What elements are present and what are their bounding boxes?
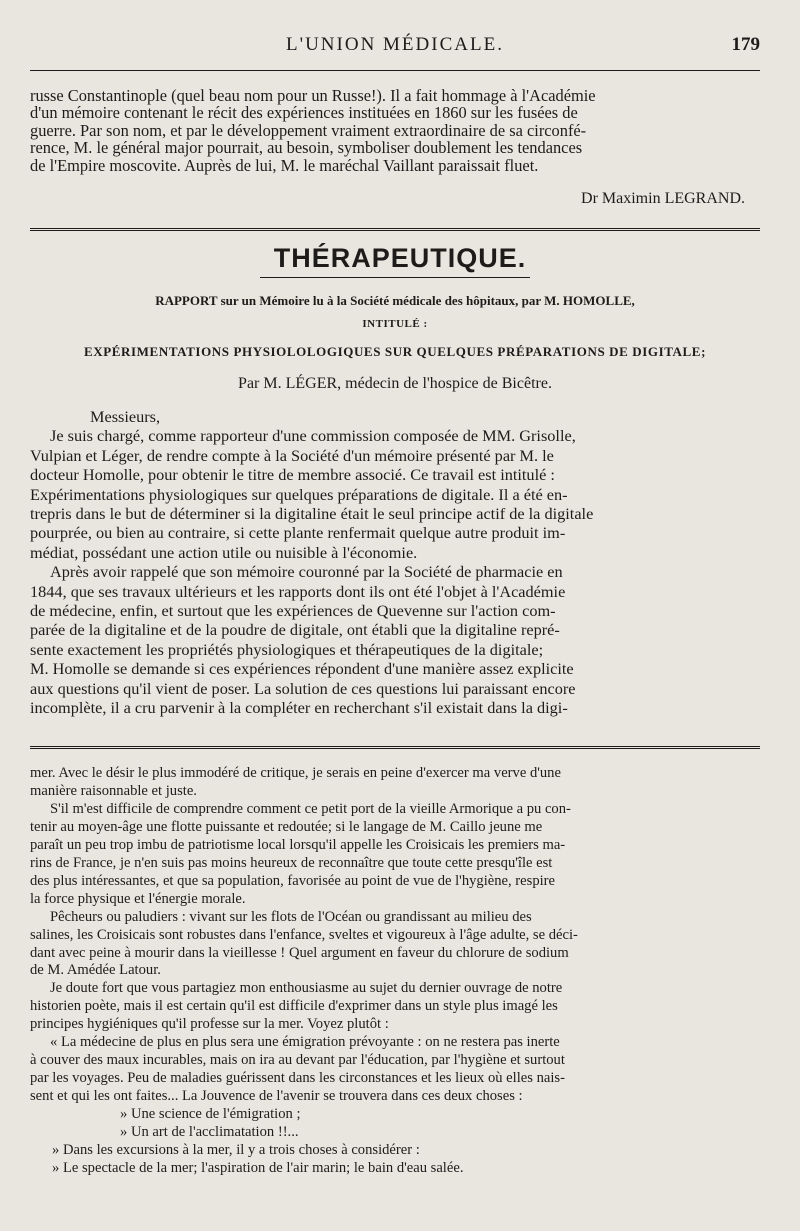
text-line: mer. Avec le désir le plus immodéré de critique, je serais en peine d'exercer ma verve d'une xyxy=(30,765,561,781)
text-line: M. Homolle se demande si ces expériences répondent d'une manière assez explicite xyxy=(30,659,574,679)
text-line: Pêcheurs ou paludiers : vivant sur les flots de l'Océan ou grandissant au milieu des xyxy=(50,908,532,925)
text-line: parée de la digitaline et de la poudre de digitale, ont établi que la digitaline repré- xyxy=(30,620,560,640)
text-line: sent et qui les ont faites... La Jouvence de l'avenir se trouvera dans ces deux choses : xyxy=(30,1088,523,1105)
top-paragraph xyxy=(30,87,760,174)
text-line: aux questions qu'il vient de poser. La solution de ces questions lui paraissant encore xyxy=(30,678,576,698)
text-line: historien poète, mais il est certain qu'il est difficile d'exprimer dans un style plus imagé les xyxy=(30,998,558,1015)
text-line: Je suis chargé, comme rapporteur d'une commission composée de MM. Grisolle, xyxy=(50,426,576,446)
text-line: de médecine, enfin, et surtout que les expériences de Quevenne sur l'action com- xyxy=(30,601,556,621)
text-line: la force physique et l'énergie morale. xyxy=(30,890,246,907)
text-line: des plus intéressantes, et que sa population, favorisée au point de vue de l'hygiène, respire xyxy=(30,872,556,889)
text-line: « La médecine de plus en plus sera une émigration prévoyante : on ne restera pas inerte xyxy=(50,1034,560,1051)
text-line: paraît un peu trop imbu de patriotisme local lorsqu'il appelle les Croisicais les premiers ma- xyxy=(30,836,566,853)
text-line: manière raisonnable et juste. xyxy=(30,782,197,799)
text-line: rins de France, je n'en suis pas moins heureux de reconnaître que toute cette presqu'île est xyxy=(30,854,553,871)
text-line: incomplète, il a cru parvenir à la compléter en recherchant s'il existait dans la digi- xyxy=(30,698,568,718)
text-line: » Un art de l'acclimatation !!... xyxy=(120,1124,299,1141)
text-line: principes hygiéniques qu'il professe sur la mer. Voyez plutôt : xyxy=(30,1016,389,1033)
section-divider xyxy=(30,228,760,234)
text-line: Expérimentations physiologiques sur quelques préparations de digitale. Il a été en- xyxy=(30,484,568,504)
text-line: par les voyages. Peu de maladies guérissent dans les circonstances et les lieux où elles nais- xyxy=(30,1070,565,1087)
page-number: 179 xyxy=(731,34,760,55)
text-line: tenir au moyen-âge une flotte puissante et redoutée; si le langage de M. Caillo jeune me xyxy=(30,818,543,835)
feuilleton-text xyxy=(30,765,760,1178)
header-rule xyxy=(30,70,760,71)
report-body xyxy=(30,407,760,718)
text-line: Après avoir rappelé que son mémoire couronné par la Société de pharmacie en xyxy=(50,562,563,582)
text-line: à couver des maux incurables, mais on ira au devant par l'éducation, par l'hygiène et surtout xyxy=(30,1052,565,1069)
memoir-title: EXPÉRIMENTATIONS PHYSIOLOLOGIQUES SUR QUELQUES PRÉPARATIONS DE DIGITALE; xyxy=(83,344,707,359)
text-line: Je doute fort que vous partagiez mon enthousiasme au sujet du dernier ouvrage de notre xyxy=(50,980,563,997)
text-line: guerre. Par son nom, et par le développement vraiment extraordinaire de sa circonfé- xyxy=(30,120,587,140)
running-title: L'UNION MÉDICALE. xyxy=(286,34,504,55)
text-line: » Dans les excursions à la mer, il y a trois choses à considérer : xyxy=(52,1142,420,1159)
text-line: Vulpian et Léger, de rendre compte à la Société d'un mémoire présenté par M. le xyxy=(30,445,554,465)
text-line: docteur Homolle, pour obtenir le titre de membre associé. Ce travail est intitulé : xyxy=(30,465,555,485)
text-line: rence, M. le général major pourrait, au besoin, symboliser doublement les tendances xyxy=(30,138,583,158)
text-line: dant avec peine à mourir dans la vieillesse ! Quel argument en faveur du chlorure de sodium xyxy=(30,944,569,961)
text-line: sente exactement les propriétés physiologiques et thérapeutiques de la digitale; xyxy=(30,639,544,659)
text-line: pourprée, ou bien au contraire, si cette plante renfermait quelque autre produit im- xyxy=(30,523,566,543)
text-line: d'un mémoire contenant le récit des expériences instituées en 1860 sur les fusées de xyxy=(30,103,578,123)
text-line: trepris dans le but de déterminer si la digitaline était le seul principe actif de la digitale xyxy=(30,504,594,524)
text-line: de M. Amédée Latour. xyxy=(30,962,161,979)
page-header xyxy=(30,34,760,64)
text-line: de l'Empire moscovite. Auprès de lui, M. le maréchal Vaillant paraissait fluet. xyxy=(30,155,539,175)
signature: Dr Maximin LEGRAND. xyxy=(581,190,745,207)
salutation: Messieurs, xyxy=(90,407,161,426)
author-line: Par M. LÉGER, médecin de l'hospice de Bicêtre. xyxy=(238,375,552,392)
intitule-label: INTITULÉ : xyxy=(362,318,428,330)
footnote-divider xyxy=(30,746,760,752)
section-title: THÉRAPEUTIQUE. xyxy=(273,243,527,273)
title-underline xyxy=(260,277,530,278)
text-line: » Une science de l'émigration ; xyxy=(120,1106,301,1123)
text-line: S'il m'est difficile de comprendre comment ce petit port de la vieille Armorique a pu con- xyxy=(50,800,571,817)
text-line: médiat, possédant une action utile ou nuisible à l'économie. xyxy=(30,542,418,562)
text-line: 1844, que ses travaux ultérieurs et les rapports dont ils ont été l'objet à l'Académie xyxy=(30,581,566,601)
text-line: russe Constantinople (quel beau nom pour un Russe!). Il a fait hommage à l'Académie xyxy=(30,86,596,105)
text-line: » Le spectacle de la mer; l'aspiration de l'air marin; le bain d'eau salée. xyxy=(52,1159,464,1176)
text-line: salines, les Croisicais sont robustes dans l'enfance, sveltes et vigoureux à l'âge adulte, se déci- xyxy=(30,926,578,943)
report-heading: RAPPORT sur un Mémoire lu à la Société médicale des hôpitaux, par M. HOMOLLE, xyxy=(155,293,635,308)
